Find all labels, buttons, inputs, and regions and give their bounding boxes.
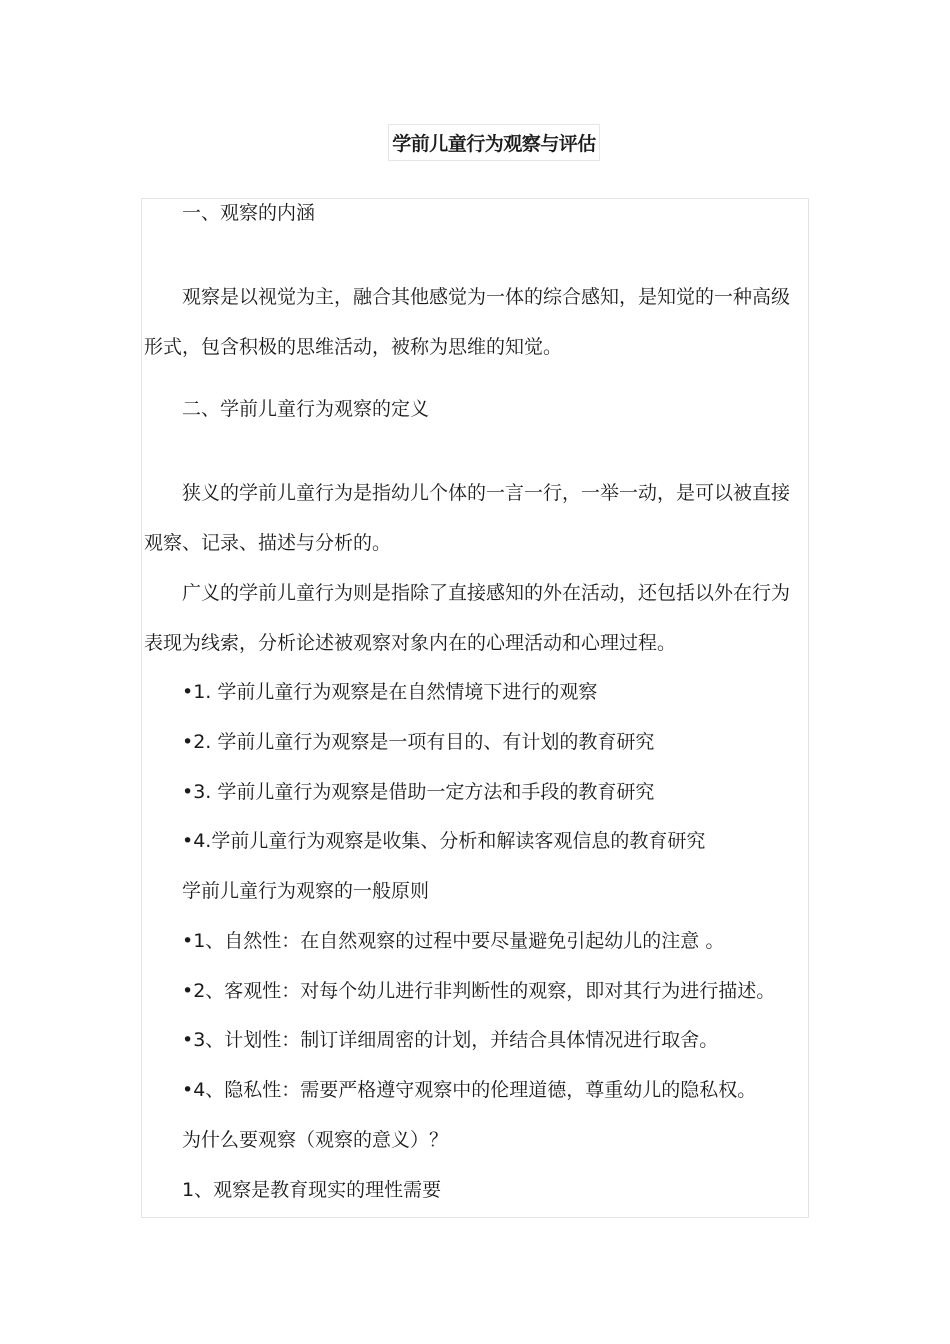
list-item: •3、计划性：制订详细周密的计划，并结合具体情况进行取舍。 — [182, 1029, 719, 1051]
heading-principles: 学前儿童行为观察的一般原则 — [182, 880, 430, 902]
list-item: •2. 学前儿童行为观察是一项有目的、有计划的教育研究 — [182, 731, 655, 753]
paragraph-line: 形式，包含积极的思维活动，被称为思维的知觉。 — [144, 336, 563, 358]
heading-definition: 二、学前儿童行为观察的定义 — [182, 398, 430, 420]
list-item: •1. 学前儿童行为观察是在自然情境下进行的观察 — [182, 681, 598, 703]
paragraph-line: 观察、记录、描述与分析的。 — [144, 532, 392, 554]
list-item: •2、客观性：对每个幼儿进行非判断性的观察，即对其行为进行描述。 — [182, 980, 776, 1002]
list-item: •3. 学前儿童行为观察是借助一定方法和手段的教育研究 — [182, 781, 655, 803]
paragraph-line: 表现为线索，分析论述被观察对象内在的心理活动和心理过程。 — [144, 632, 677, 654]
heading-why-observe: 为什么要观察（观察的意义）？ — [182, 1129, 449, 1151]
title-box — [388, 124, 600, 161]
paragraph-line: 广义的学前儿童行为则是指除了直接感知的外在活动，还包括以外在行为 — [182, 582, 791, 604]
document-body — [141, 198, 809, 1218]
list-item: •4、隐私性：需要严格遵守观察中的伦理道德，尊重幼儿的隐私权。 — [182, 1079, 757, 1101]
paragraph-line: 观察是以视觉为主，融合其他感觉为一体的综合感知，是知觉的一种高级 — [182, 286, 791, 308]
list-item: •4.学前儿童行为观察是收集、分析和解读客观信息的教育研究 — [182, 830, 706, 852]
document-title: 学前儿童行为观察与评估 — [392, 133, 596, 155]
list-item: •1、自然性：在自然观察的过程中要尽量避免引起幼儿的注意 。 — [182, 930, 725, 952]
heading-observation-meaning: 一、观察的内涵 — [182, 202, 316, 224]
paragraph-line: 狭义的学前儿童行为是指幼儿个体的一言一行，一举一动，是可以被直接 — [182, 482, 791, 504]
list-item: 1、观察是教育现实的理性需要 — [182, 1179, 442, 1201]
